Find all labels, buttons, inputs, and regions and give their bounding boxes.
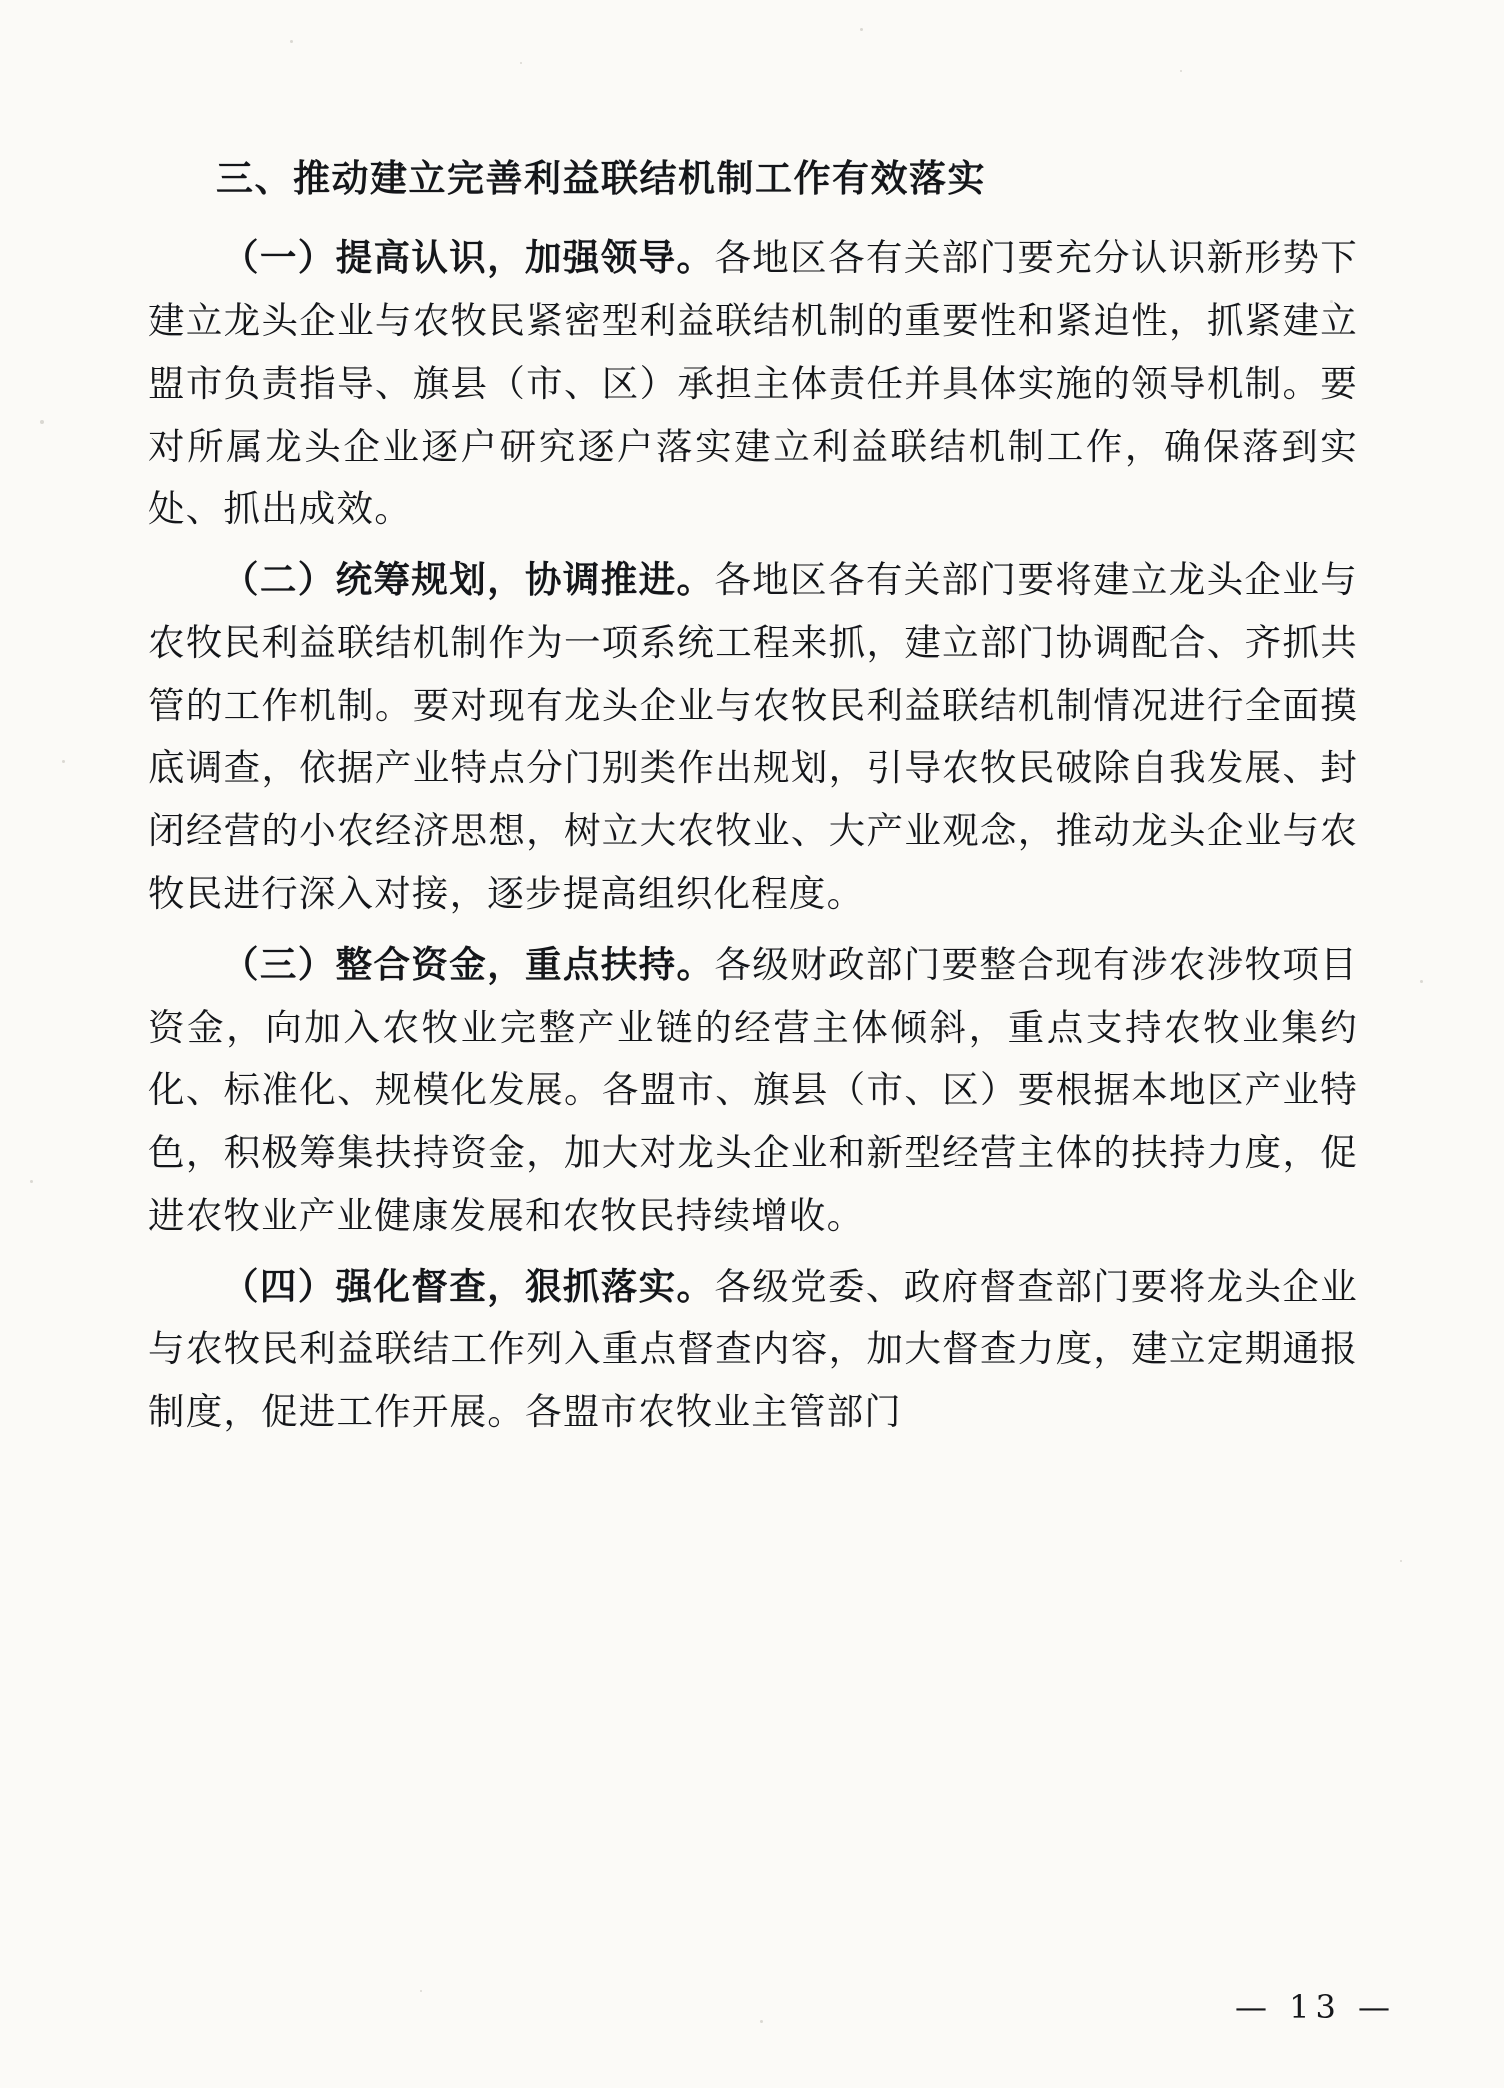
scan-speck (1420, 980, 1423, 983)
paragraph-3 (148, 934, 1358, 1248)
paragraph-2-lead: （二）统筹规划，协调推进。 (222, 558, 715, 602)
paragraph-1-lead: （一）提高认识，加强领导。 (222, 236, 715, 280)
scan-speck (40, 420, 44, 424)
paragraph-2 (148, 549, 1358, 926)
page-number: — 13 — (1234, 1988, 1396, 2026)
paragraph-4 (148, 1256, 1358, 1444)
scan-speck (62, 760, 65, 763)
scan-speck (860, 28, 863, 31)
paragraph-3-lead: （三）整合资金，重点扶持。 (222, 942, 715, 986)
section-heading: 三、推动建立完善利益联结机制工作有效落实 (216, 157, 986, 200)
paragraph-4-lead: （四）强化督查，狠抓落实。 (222, 1264, 715, 1308)
scan-speck (520, 62, 522, 64)
scan-speck (290, 40, 293, 43)
document-body (148, 150, 1358, 1452)
paragraph-3-body: 各级财政部门要整合现有涉农涉牧项目资金，向加入农牧业完整产业链的经营主体倾斜，重点支持农牧业集约化、标准化、规模化发展。各盟市、旗县（市、区）要根据本地区产业特色，积极筹集扶持资金，加大对龙头企业和新型经营主体的扶持力度，促进农牧业产业健康发展和农牧民持续增收。 (148, 942, 1358, 1237)
scan-speck (30, 1180, 33, 1183)
paragraph-1-body: 各地区各有关部门要充分认识新形势下建立龙头企业与农牧民紧密型利益联结机制的重要性和紧迫性，抓紧建立盟市负责指导、旗县（市、区）承担主体责任并具体实施的领导机制。要对所属龙头企业逐户研究逐户落实建立利益联结机制工作，确保落到实处、抓出成效。 (148, 236, 1358, 531)
paragraph-2-body: 各地区各有关部门要将建立龙头企业与农牧民利益联结机制作为一项系统工程来抓，建立部门协调配合、齐抓共管的工作机制。要对现有龙头企业与农牧民利益联结机制情况进行全面摸底调查，依据产业特点分门别类作出规划，引导农牧民破除自我发展、封闭经营的小农经济思想，树立大农牧业、大产业观念，推动龙头企业与农牧民进行深入对接，逐步提高组织化程度。 (148, 558, 1358, 915)
paragraph-4-body: 各级党委、政府督查部门要将龙头企业与农牧民利益联结工作列入重点督查内容，加大督查力度，建立定期通报制度，促进工作开展。各盟市农牧业主管部门 (148, 1264, 1358, 1434)
scan-speck (1180, 70, 1182, 72)
scan-speck (1400, 1560, 1402, 1562)
paragraph-1 (148, 227, 1358, 541)
